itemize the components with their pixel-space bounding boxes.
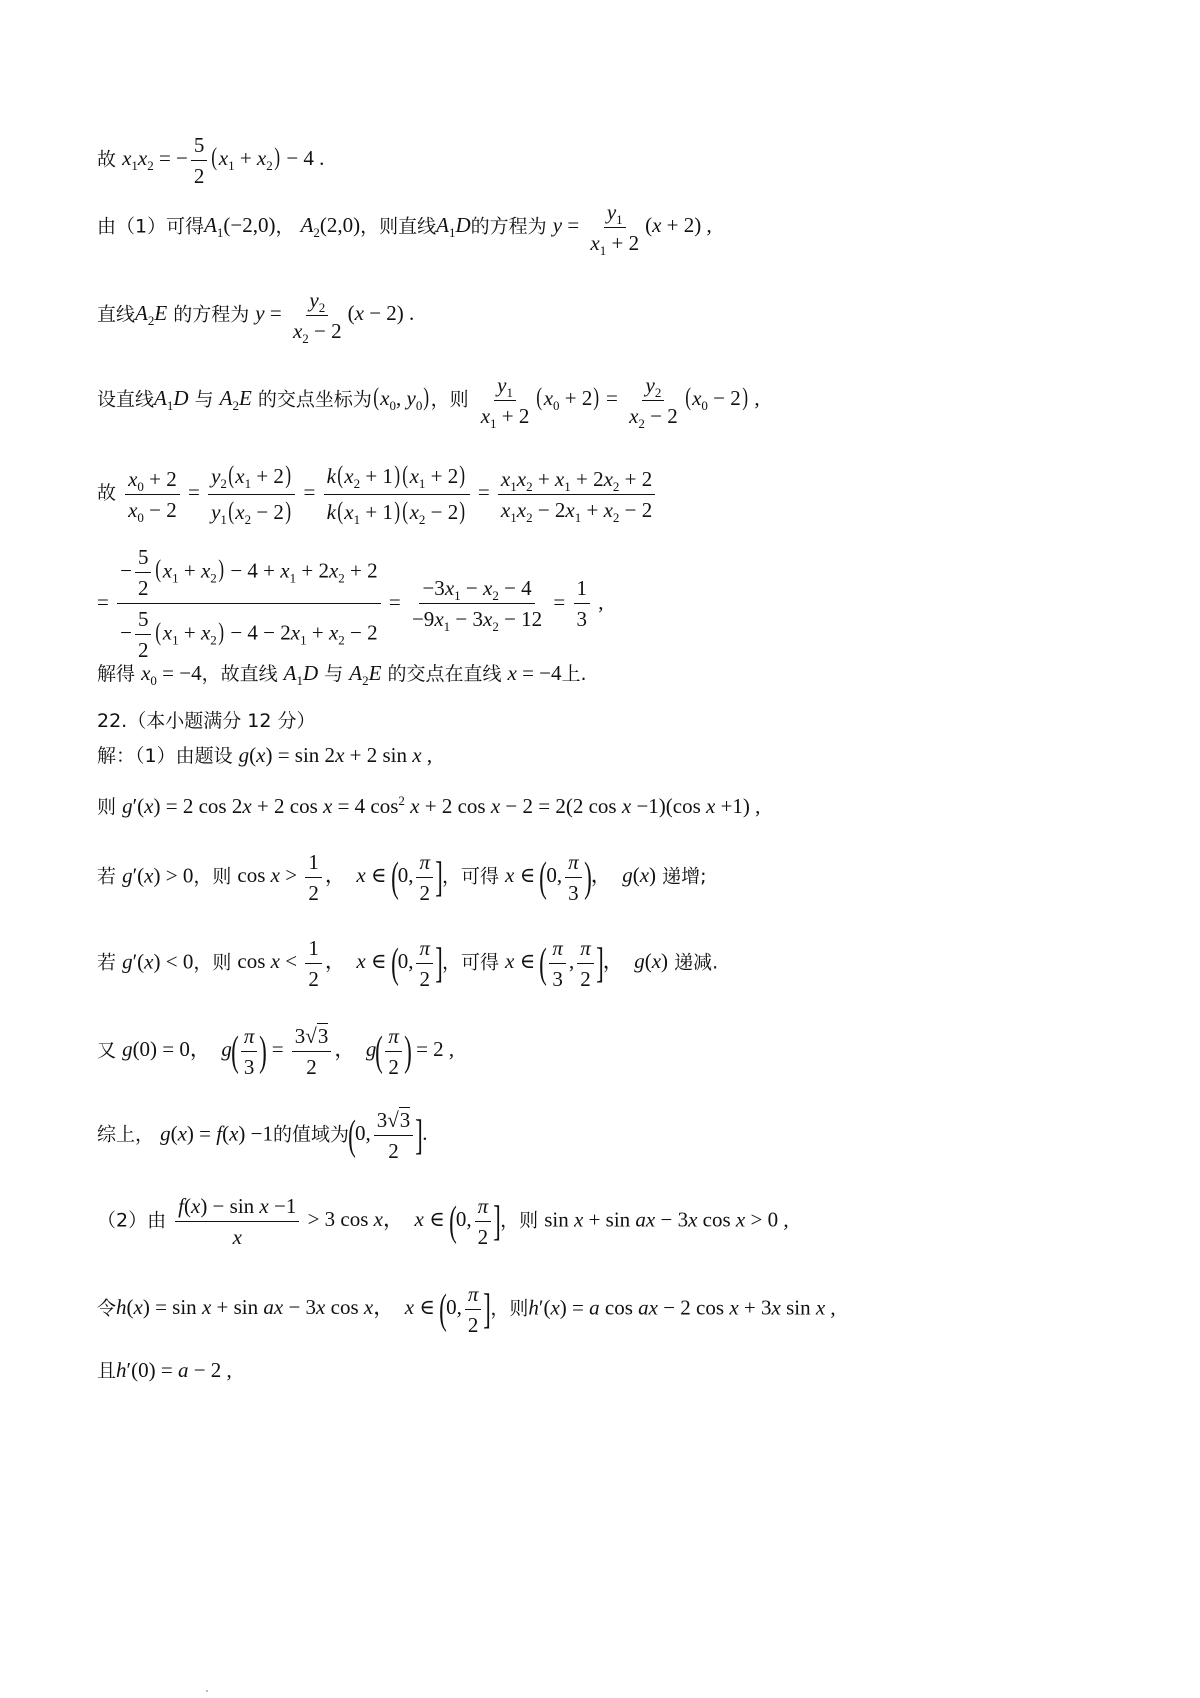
text-q22-l4d: 递减. bbox=[674, 951, 719, 974]
formula-A2E-2: $A_2E$ bbox=[219, 386, 252, 414]
formula-A1: $A_1(-2,0)$ bbox=[204, 213, 276, 241]
formula-ineq-2: sin x + sin ax − 3x cos x > 0 , bbox=[544, 1207, 789, 1232]
formula-g-values: g(0) = 0， g( $\frac{\pi}{3}$ ) = $\frac{3√3}{2}$ ， g( $\frac{\pi}{2}$ ) = 2 , bbox=[122, 1024, 455, 1080]
footer-mark bbox=[206, 1690, 208, 1692]
line-1 bbox=[97, 133, 324, 188]
formula-ratio: $\frac{x_0 + 2}{x_0 - 2}$ = $\frac{y_2(x_1 + 2)}{y_1(x_2 - 2)}$ = $\frac{k(x_2 + 1)(x_1 + 2)}{k(x_1 + 1)(x_2 - 2)}$ = $\frac{x_1x_2 + x_1 + 2x_2 + 2}{x_1x_2 - 2x_1 + x_2 - 2}$ bbox=[122, 480, 658, 504]
q22-line-8 bbox=[97, 1282, 836, 1337]
formula-h-prime-0: h′(0) = a − 2 , bbox=[116, 1358, 232, 1382]
text-l4d: ，则 bbox=[430, 388, 469, 411]
text-q22-l3c: ，可得 bbox=[441, 865, 499, 888]
line-4 bbox=[97, 373, 760, 432]
text-gu: 故 bbox=[97, 148, 117, 171]
text-l2b: ， bbox=[275, 215, 295, 238]
line-2 bbox=[97, 200, 712, 259]
text-q22-l4a: 若 bbox=[97, 951, 117, 974]
formula-gp-neg: g′(x) < 0 bbox=[122, 949, 194, 974]
formula-gp-pos: g′(x) > 0 bbox=[122, 863, 194, 888]
formula-A1D-2: $A_1D$ bbox=[154, 386, 189, 414]
text-l7a: 解得 bbox=[97, 663, 136, 685]
text-l7d: 的交点在直线 bbox=[387, 663, 502, 685]
text-q22-l3d: 递增; bbox=[662, 865, 707, 888]
formula-line-A2E: y = $\frac{y_2}{x_2 - 2}$ (x − 2) . bbox=[255, 288, 415, 347]
text-q22-l7a: （2）由 bbox=[97, 1209, 167, 1232]
formula-A2E-3: $A_2E$ bbox=[349, 661, 382, 689]
line-5 bbox=[97, 462, 658, 527]
text-q22-l7b: ，则 bbox=[500, 1209, 539, 1232]
text-l2d: 的方程为 bbox=[470, 215, 547, 238]
text-l4a: 设直线 bbox=[97, 388, 155, 411]
q22-line-2 bbox=[97, 793, 761, 818]
formula-x1x2: $x_1x_2$ = − $\frac{5}{2}$ $(x_1 + x_2) - 4$ . bbox=[122, 133, 325, 189]
formula-simplify: = − $\frac{5}{2}$ $(x_1 + x_2) - 4 + x_1 + 2x_2 + 2$ − $\frac{5}{2}$ $(x_1 + x_2) - 4 - 2x_1 + x_2 - 2$ = $\frac{-3x_1 - x_2 - 4}{-9x_1 - 3x_2 - 12}$ = $\frac{1}{3}$ , bbox=[97, 545, 604, 663]
q22-line-1 bbox=[97, 745, 432, 766]
formula-range: (0, $\frac{3√3}{2}$ ]. bbox=[348, 1108, 428, 1164]
formula-g-f: g(x) = f(x) −1 bbox=[160, 1121, 273, 1146]
text-q22-l8a: 令 bbox=[97, 1297, 117, 1320]
q22-line-6 bbox=[97, 1108, 428, 1163]
formula-x0: $x_0 = -4$ bbox=[141, 661, 202, 689]
q22-line-4 bbox=[97, 936, 718, 991]
text-l4c: 的交点坐标为 bbox=[257, 388, 372, 411]
text-l3b: 的方程为 bbox=[173, 303, 250, 326]
text-q22-l6b: 的值域为 bbox=[273, 1123, 350, 1146]
q22-line-5 bbox=[97, 1024, 454, 1079]
text-q22-l6a: 综上， bbox=[97, 1123, 155, 1146]
formula-x-neg4: x = −4 bbox=[507, 661, 562, 685]
formula-cos-gt: cos x > $\frac{1}{2}$ ， x ∈ (0, $\frac{\pi}{2}$ ] bbox=[237, 850, 443, 906]
formula-h: h(x) = sin x + sin ax − 3x cos x， x ∈ (0, $\frac{\pi}{2}$ ] bbox=[116, 1282, 492, 1338]
line-7 bbox=[97, 661, 587, 689]
text-l2c: ，则直线 bbox=[360, 215, 437, 238]
line-6 bbox=[97, 545, 604, 663]
text-l4b: 与 bbox=[194, 388, 214, 411]
text-q22-l3b: ，则 bbox=[193, 865, 232, 888]
formula-A1D: $A_1D$ bbox=[436, 213, 471, 241]
text-l5: 故 bbox=[97, 482, 117, 505]
q22-line-7 bbox=[97, 1194, 789, 1249]
formula-intersection: $\frac{y_1}{x_1 + 2}$ $(x_0 + 2)$ = $\frac{y_2}{x_2 - 2}$ $(x_0 - 2)$ , bbox=[480, 373, 760, 432]
question-22-header bbox=[97, 712, 315, 731]
formula-g: g(x) = sin 2x + 2 sin x , bbox=[238, 743, 433, 767]
formula-A2: $A_2(2,0)$ bbox=[300, 213, 361, 241]
text-q22-l1: 解：（1）由题设 bbox=[97, 745, 233, 767]
formula-inequality: $\frac{\text{f(x) − sin x −1}}{x}$ > 3 cos x， x ∈ (0, $\frac{\pi}{2}$ ] bbox=[172, 1207, 500, 1231]
line-3 bbox=[97, 288, 415, 347]
q22-line-3 bbox=[97, 850, 706, 905]
q22-line-9 bbox=[97, 1360, 232, 1381]
text-l3a: 直线 bbox=[97, 303, 136, 326]
formula-line-A1D: y = $\frac{y_1}{x_1 + 2}$ (x + 2) , bbox=[552, 200, 712, 259]
text-q22-l2: 则 bbox=[97, 796, 117, 818]
formula-g-prime: g′(x) = 2 cos 2x + 2 cos x = 4 $\cos^2 x + 2$ cos x − 2 = 2(2 cos x −1)(cos x +1) , bbox=[122, 793, 761, 818]
text-l2a: 由（1）可得 bbox=[97, 215, 205, 238]
text-l7e: 上. bbox=[561, 663, 587, 685]
formula-interval-dec: x ∈ ( $\frac{\pi}{3}$ , $\frac{\pi}{2}$ ]， g(x) bbox=[505, 936, 669, 992]
formula-interval-inc: x ∈ (0, $\frac{\pi}{3}$ )， g(x) bbox=[505, 850, 657, 906]
text-q22-l9: 且 bbox=[97, 1360, 117, 1382]
text-l7b: ，故直线 bbox=[201, 663, 278, 685]
formula-h-prime: h′(x) = a cos ax − 2 cos x + 3x sin x , bbox=[528, 1295, 836, 1320]
text-q22-l4c: ，可得 bbox=[441, 951, 499, 974]
text-q22-l5: 又 bbox=[97, 1039, 117, 1062]
text-q22-header: 22.（本小题满分 12 分） bbox=[97, 710, 316, 732]
text-l7c: 与 bbox=[324, 663, 344, 685]
formula-cos-lt: cos x < $\frac{1}{2}$ ， x ∈ (0, $\frac{\pi}{2}$ ] bbox=[237, 936, 443, 992]
formula-point: ($x_0$, $y_0$) bbox=[373, 384, 430, 414]
text-q22-l3a: 若 bbox=[97, 865, 117, 888]
text-q22-l8b: ，则 bbox=[490, 1297, 529, 1320]
formula-A2E: $A_2E$ bbox=[135, 301, 168, 329]
text-q22-l4b: ，则 bbox=[193, 951, 232, 974]
formula-A1D-3: $A_1D$ bbox=[283, 661, 319, 689]
